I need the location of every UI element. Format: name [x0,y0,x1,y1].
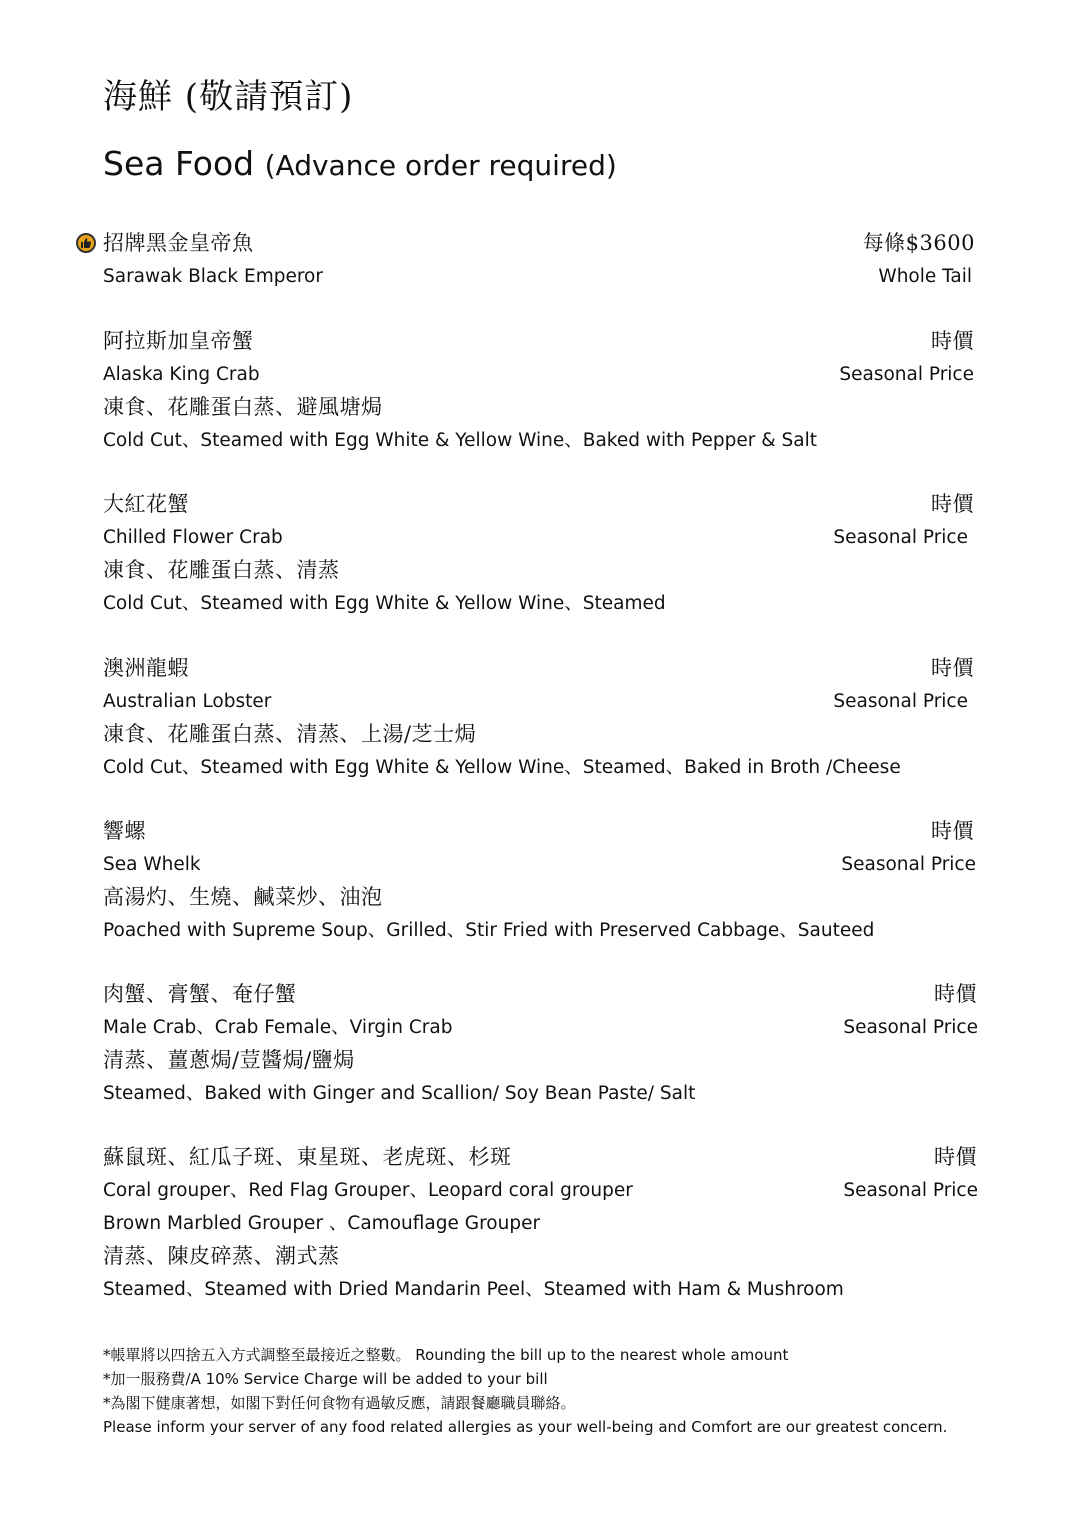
item-name-zh: 招牌黑金皇帝魚 [103,231,254,255]
note-rounding [103,1343,1003,1367]
item-name-en: Male Crab、Crab Female、Virgin Crab [103,1017,453,1038]
item-price-zh: 每條$3600 [862,231,975,255]
item-price-en: Seasonal Price [841,854,976,875]
menu-item [103,652,978,784]
item-styles-en: Steamed、Baked with Ginger and Scallion/ Soy Bean Paste/ Salt [103,1083,696,1104]
menu-item [103,227,978,293]
item-styles-zh: 清蒸、薑蔥焗/荳醬焗/鹽焗 [103,1048,355,1072]
item-name-en: Australian Lobster [103,691,272,712]
menu-item [103,488,978,620]
note-allergy-zh-text: *為閣下健康著想，如閣下對任何食物有過敏反應，請跟餐廳職員聯絡。 [103,1394,576,1412]
item-price-zh: 時價 [934,982,977,1006]
item-name-en: Sarawak Black Emperor [103,266,323,287]
item-price-en: Seasonal Price [839,364,974,385]
item-styles-en: Poached with Supreme Soup、Grilled、Stir Fried with Preserved Cabbage、Sauteed [103,920,875,941]
item-styles-zh: 清蒸、陳皮碎蒸、潮式蒸 [103,1244,340,1268]
item-styles-zh: 高湯灼、生燒、鹹菜炒、油泡 [103,885,383,909]
note-service [103,1367,1003,1391]
item-name-zh: 肉蟹、膏蟹、奄仔蟹 [103,982,297,1006]
item-price-en: Seasonal Price [843,1180,978,1201]
item-name-en: Chilled Flower Crab [103,527,283,548]
item-styles-en: Cold Cut、Steamed with Egg White & Yellow Wine、Baked with Pepper & Salt [103,430,818,451]
item-styles-zh: 凍食、花雕蛋白蒸、清蒸 [103,558,340,582]
note-allergy-zh [103,1391,1003,1415]
item-name-en-2: Brown Marbled Grouper 、Camouflage Grouper [103,1213,541,1234]
item-name-zh: 蘇鼠斑、紅瓜子斑、東星斑、老虎斑、杉斑 [103,1145,512,1169]
menu-item [103,325,978,457]
note-rounding-en: Rounding the bill up to the nearest whole amount [415,1346,789,1364]
item-name-en: Coral grouper、Red Flag Grouper、Leopard coral grouper [103,1180,633,1201]
item-price-en: Seasonal Price [833,527,968,548]
item-price-zh: 時價 [931,656,974,680]
item-styles-zh: 凍食、花雕蛋白蒸、清蒸、上湯/芝士焗 [103,722,477,746]
item-styles-en: Steamed、Steamed with Dried Mandarin Peel、Steamed with Ham & Mushroom [103,1279,844,1300]
item-name-zh: 大紅花蟹 [103,492,189,516]
menu-item [103,1141,978,1306]
page-title-en [103,142,617,188]
item-styles-en: Cold Cut、Steamed with Egg White & Yellow Wine、Steamed、Baked in Broth /Cheese [103,757,901,778]
item-styles-en: Cold Cut、Steamed with Egg White & Yellow Wine、Steamed [103,593,666,614]
note-rounding-zh: *帳單將以四捨五入方式調整至最接近之整數。 [103,1346,411,1364]
item-price-en: Whole Tail [878,266,972,287]
item-price-zh: 時價 [931,819,974,843]
item-styles-zh: 凍食、花雕蛋白蒸、避風塘焗 [103,395,383,419]
footer-notes [103,1343,1003,1439]
thumbs-up-icon [76,233,96,253]
note-allergy-en [103,1415,1003,1439]
note-service-zh: *加一服務費/ [103,1370,191,1388]
page-title-en-sub: (Advance order required) [264,149,617,182]
item-name-en: Alaska King Crab [103,364,260,385]
page-title-zh: 海鮮 (敬請預訂) [103,77,354,117]
item-price-zh: 時價 [931,492,974,516]
item-price-zh: 時價 [934,1145,977,1169]
item-name-en: Sea Whelk [103,854,201,875]
menu-item [103,815,978,947]
item-name-zh: 澳洲龍蝦 [103,656,189,680]
item-price-en: Seasonal Price [843,1017,978,1038]
page-title-en-main: Sea Food [103,144,255,183]
item-price-zh: 時價 [931,329,974,353]
item-name-zh: 響螺 [103,819,146,843]
note-service-en: A 10% Service Charge will be added to your bill [190,1370,548,1388]
item-price-en: Seasonal Price [833,691,968,712]
item-name-zh: 阿拉斯加皇帝蟹 [103,329,254,353]
note-allergy-en-text: Please inform your server of any food related allergies as your well-being and Comfort are our greatest concern. [103,1418,948,1436]
menu-item [103,978,978,1110]
